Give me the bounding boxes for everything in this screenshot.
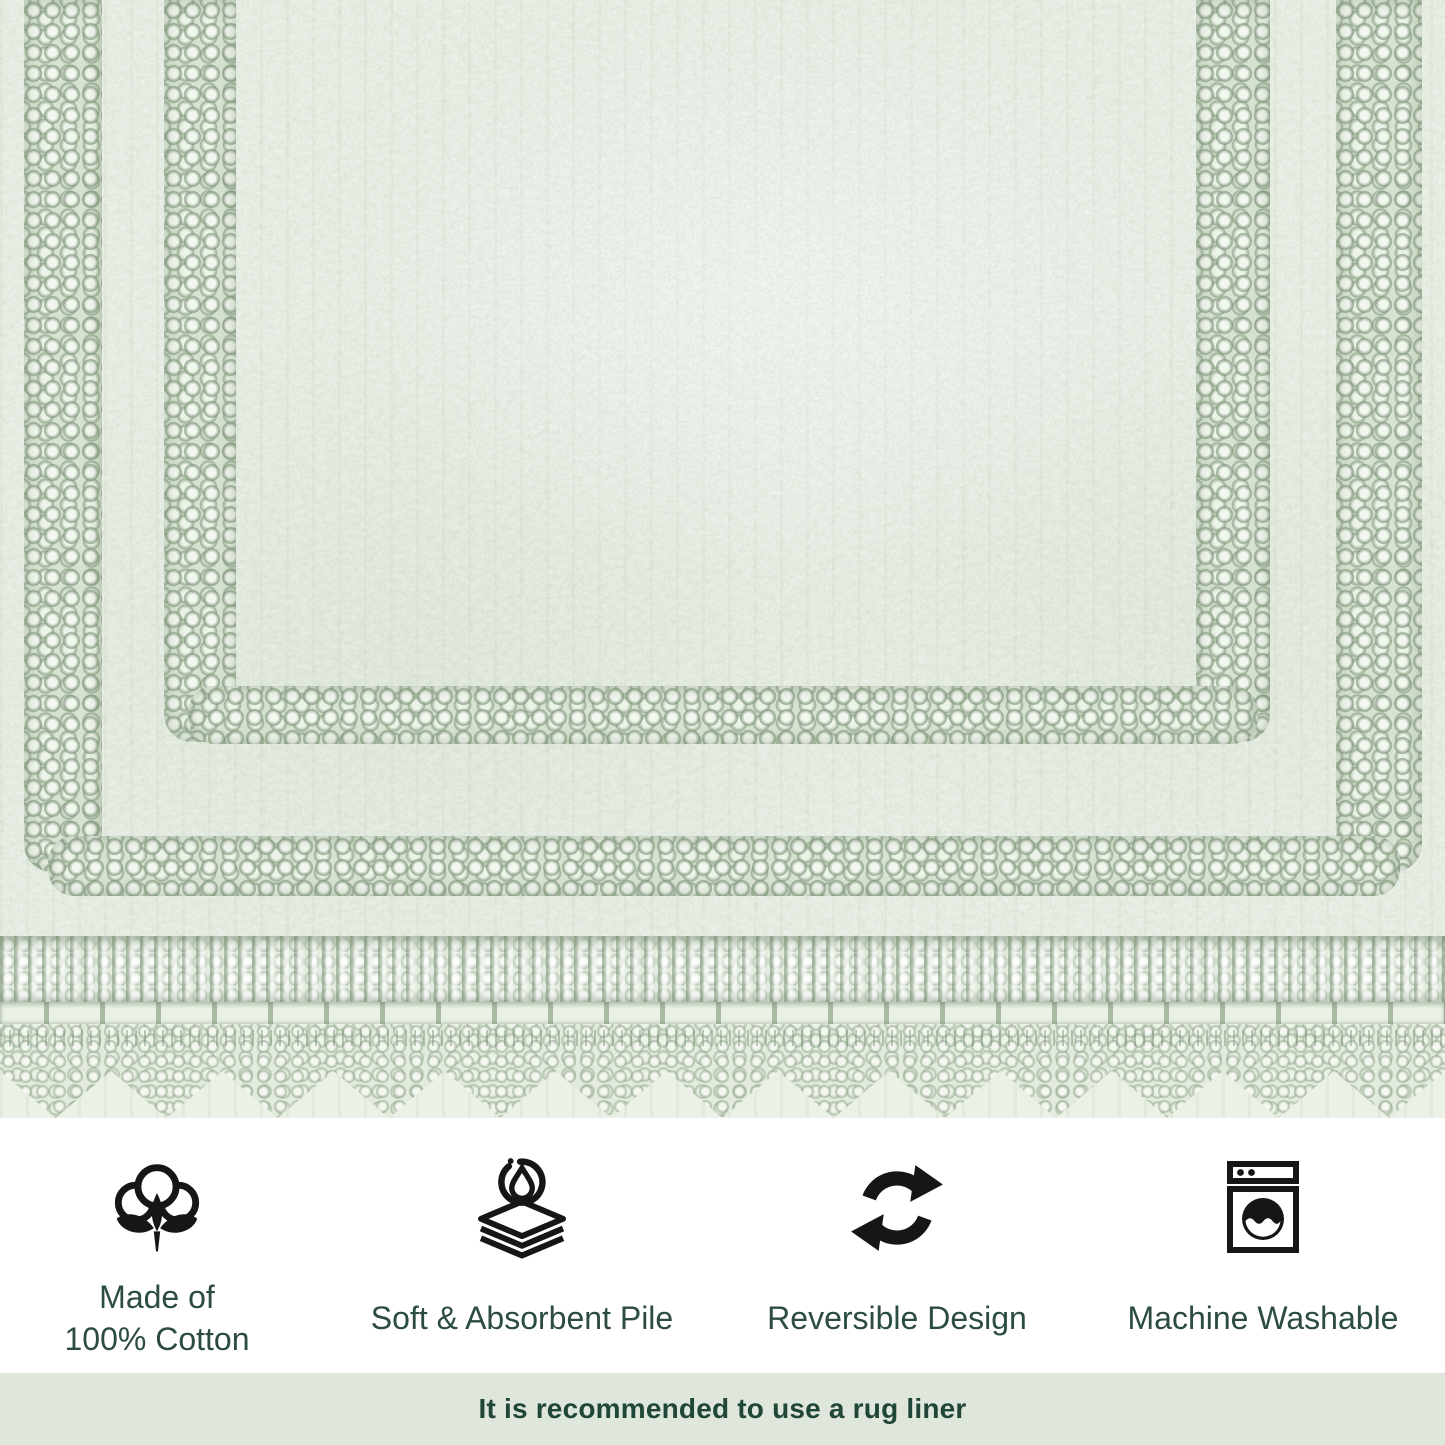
feature-label-pile: Soft & Absorbent Pile [370,1299,674,1336]
rug-border-band-inner-right [1196,0,1270,742]
rug-border-band-inner-bottom [188,686,1258,744]
rug-border-band-outer-left [24,0,102,872]
feature-reversible [697,1152,1097,1366]
feature-washable [1063,1152,1445,1366]
reversible-arrows-icon [846,1152,948,1264]
recommendation-banner [0,1373,1445,1445]
washing-machine-icon [1213,1152,1313,1264]
recommendation-banner-text: It is recommended to use a rug liner [478,1393,967,1424]
rug-border-band-outer-right [1336,0,1422,872]
rug-ribbon-weave [0,1002,1445,1026]
rug-border-band-inner-left [164,0,236,742]
rug-stitch-band [0,936,1445,1004]
cotton-flower-icon [104,1152,210,1264]
absorbent-layers-icon [468,1152,576,1264]
feature-cotton [7,1152,307,1366]
feature-label-reversible: Reversible Design [767,1299,1027,1336]
feature-pile [322,1152,722,1366]
feature-label-washable: Machine Washable [1127,1299,1399,1336]
rug-crochet-lace-trim [0,1024,1445,1118]
rug-border-band-outer-bottom [48,836,1400,896]
feature-label-cotton: Made of 100% Cotton [64,1278,250,1357]
